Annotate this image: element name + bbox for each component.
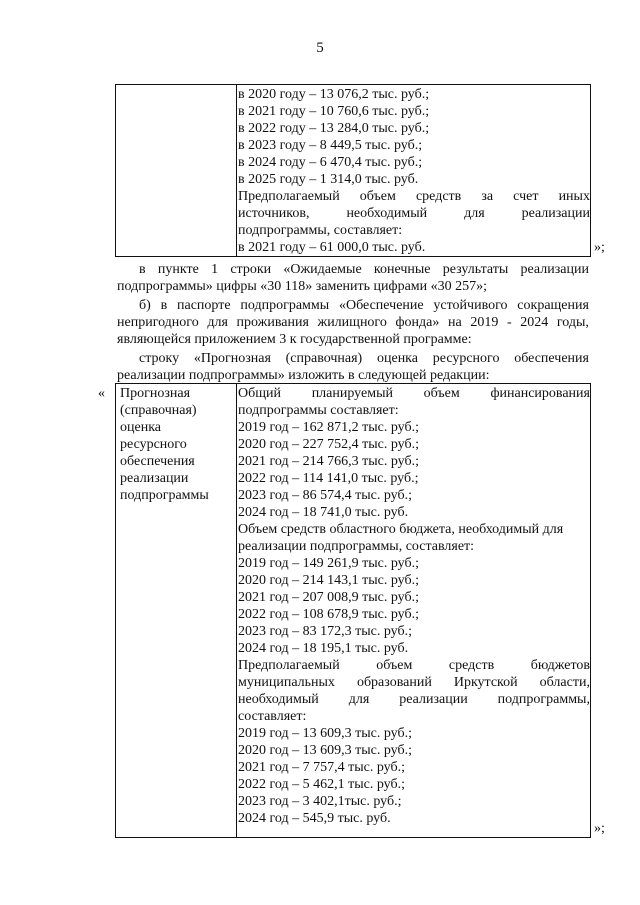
word: результаты bbox=[442, 262, 509, 277]
word: в bbox=[160, 298, 168, 313]
paragraph-2-line-1 bbox=[139, 297, 589, 314]
word: «Ожидаемые bbox=[283, 262, 362, 277]
row-label-line: ресурсного bbox=[120, 437, 187, 452]
paragraph-1-line-1 bbox=[139, 261, 589, 278]
regional-line: 2021 год – 207 008,9 тыс. руб.; bbox=[238, 590, 419, 605]
word: Предполагаемый bbox=[238, 658, 340, 673]
table-2-closing-quote: »; bbox=[594, 821, 605, 836]
word: проживания bbox=[236, 315, 309, 330]
word: реализации bbox=[399, 692, 468, 707]
table-2-municipal-head-line-3 bbox=[238, 691, 590, 708]
table-1-final-line: в 2021 году – 61 000,0 тыс. руб. bbox=[238, 240, 426, 255]
row-label-line: реализации bbox=[120, 471, 189, 486]
row-label-line: оценка bbox=[120, 420, 162, 435]
row-label-line: подпрограммы bbox=[120, 488, 209, 503]
table-1-other-sources-line-2 bbox=[238, 205, 590, 222]
word: устойчивого bbox=[433, 298, 508, 313]
word: в bbox=[139, 262, 146, 277]
total-line: 2023 год – 86 574,4 тыс. руб.; bbox=[238, 488, 412, 503]
total-line: 2019 год – 162 871,2 тыс. руб.; bbox=[238, 420, 419, 435]
word: подпрограммы bbox=[240, 298, 330, 313]
municipal-line: 2021 год – 7 757,4 тыс. руб.; bbox=[238, 760, 405, 775]
word: пункте bbox=[157, 262, 199, 277]
table-2-open-quote: « bbox=[98, 386, 105, 401]
total-line: 2022 год – 114 141,0 тыс. руб.; bbox=[238, 471, 419, 486]
word: - bbox=[506, 315, 512, 330]
row-label-line: Прогнозная bbox=[120, 386, 191, 401]
word: для bbox=[348, 692, 370, 707]
funding-line: в 2021 году – 10 760,6 тыс. руб.; bbox=[238, 104, 430, 119]
word: непригодного bbox=[117, 315, 199, 330]
word: Иркутской bbox=[453, 675, 518, 690]
row-label-line: (справочная) bbox=[120, 403, 197, 418]
word: муниципальных bbox=[238, 675, 335, 690]
word: счет bbox=[513, 189, 539, 204]
word: жилищного bbox=[317, 315, 387, 330]
word: объем bbox=[423, 386, 460, 401]
table-2-regional-head-line-2: реализации подпрограммы, составляет: bbox=[238, 539, 475, 554]
funding-line: в 2022 году – 13 284,0 тыс. руб.; bbox=[238, 121, 430, 136]
word: 2019 bbox=[470, 315, 499, 330]
regional-line: 2024 год – 18 195,1 тыс. руб. bbox=[238, 641, 409, 656]
word: за bbox=[481, 189, 494, 204]
regional-line: 2019 год – 149 261,9 тыс. руб.; bbox=[238, 556, 419, 571]
word: обеспечения bbox=[514, 351, 589, 366]
word: паспорте bbox=[177, 298, 231, 313]
word: б) bbox=[139, 298, 151, 313]
word: фонда» bbox=[395, 315, 440, 330]
word: «Прогнозная bbox=[193, 351, 271, 366]
word: 2024 bbox=[520, 315, 549, 330]
word: 1 bbox=[211, 262, 219, 277]
table-2-municipal-head-line-2 bbox=[238, 674, 590, 691]
word: реализации bbox=[521, 206, 590, 221]
table-1-closing-quote: »; bbox=[594, 240, 605, 255]
word: строки bbox=[230, 262, 272, 277]
paragraph-3-line-1 bbox=[139, 350, 589, 367]
word: конечные bbox=[373, 262, 431, 277]
funding-line: в 2025 году – 1 314,0 тыс. руб. bbox=[238, 172, 419, 187]
word: необходимый bbox=[238, 692, 319, 707]
municipal-line: 2023 год – 3 402,1тыс. руб.; bbox=[238, 794, 402, 809]
table-2-municipal-head-line-1 bbox=[238, 657, 590, 674]
page-number: 5 bbox=[316, 40, 324, 56]
word: иных bbox=[558, 189, 590, 204]
table-2-total-head-line-2: подпрограммы составляет: bbox=[238, 403, 399, 418]
word: для bbox=[207, 315, 228, 330]
word: реализации bbox=[520, 262, 589, 277]
word: источников, bbox=[238, 206, 310, 221]
municipal-line: 2019 год – 13 609,3 тыс. руб.; bbox=[238, 726, 412, 741]
word: ресурсного bbox=[432, 351, 500, 366]
paragraph-2-line-3: являющейся приложением 3 к государственной программе: bbox=[117, 332, 472, 347]
funding-line: в 2020 году – 13 076,2 тыс. руб.; bbox=[238, 87, 430, 102]
paragraph-3-line-2: реализации подпрограммы» изложить в следующей редакции: bbox=[117, 368, 490, 383]
word: объем bbox=[376, 658, 413, 673]
word: строку bbox=[139, 351, 180, 366]
municipal-line: 2022 год – 5 462,1 тыс. руб.; bbox=[238, 777, 405, 792]
word: области, bbox=[539, 675, 590, 690]
regional-line: 2020 год – 214 143,1 тыс. руб.; bbox=[238, 573, 419, 588]
paragraph-2-line-2 bbox=[117, 314, 589, 331]
table-2-total-head-line-1 bbox=[238, 385, 590, 402]
regional-line: 2023 год – 83 172,3 тыс. руб.; bbox=[238, 624, 412, 639]
table-2-municipal-head-line-4: составляет: bbox=[238, 709, 307, 724]
regional-line: 2022 год – 108 678,9 тыс. руб.; bbox=[238, 607, 419, 622]
table-1-other-sources-line-1 bbox=[238, 188, 590, 205]
word: Общий bbox=[238, 386, 281, 401]
word: образований bbox=[356, 675, 432, 690]
word: средств bbox=[448, 658, 495, 673]
word: бюджетов bbox=[530, 658, 590, 673]
word: (справочная) bbox=[285, 351, 363, 366]
municipal-line: 2020 год – 13 609,3 тыс. руб.; bbox=[238, 743, 412, 758]
row-label-line: обеспечения bbox=[120, 454, 195, 469]
table-2-regional-head-line-1: Объем средств областного бюджета, необходимый для bbox=[238, 522, 564, 537]
word: оценка bbox=[376, 351, 418, 366]
word: необходимый bbox=[346, 206, 428, 221]
municipal-line: 2024 год – 545,9 тыс. руб. bbox=[238, 811, 391, 826]
funding-line: в 2024 году – 6 470,4 тыс. руб.; bbox=[238, 155, 423, 170]
total-line: 2024 год – 18 741,0 тыс. руб. bbox=[238, 505, 409, 520]
word: «Обеспечение bbox=[338, 298, 424, 313]
table-1-other-sources-line-3: подпрограммы, составляет: bbox=[238, 223, 403, 238]
word: объем bbox=[359, 189, 396, 204]
funding-line: в 2023 году – 8 449,5 тыс. руб.; bbox=[238, 138, 423, 153]
word: сокращения bbox=[517, 298, 589, 313]
word: для bbox=[464, 206, 485, 221]
word: годы, bbox=[556, 315, 589, 330]
total-line: 2020 год – 227 752,4 тыс. руб.; bbox=[238, 437, 419, 452]
word: подпрограммы, bbox=[497, 692, 590, 707]
word: средств bbox=[415, 189, 462, 204]
word: финансирования bbox=[490, 386, 590, 401]
word: планируемый bbox=[311, 386, 393, 401]
word: Предполагаемый bbox=[238, 189, 340, 204]
paragraph-1-line-2: подпрограммы» цифры «30 118» заменить цифрами «30 257»; bbox=[117, 279, 488, 294]
total-line: 2021 год – 214 766,3 тыс. руб.; bbox=[238, 454, 419, 469]
word: на bbox=[447, 315, 462, 330]
